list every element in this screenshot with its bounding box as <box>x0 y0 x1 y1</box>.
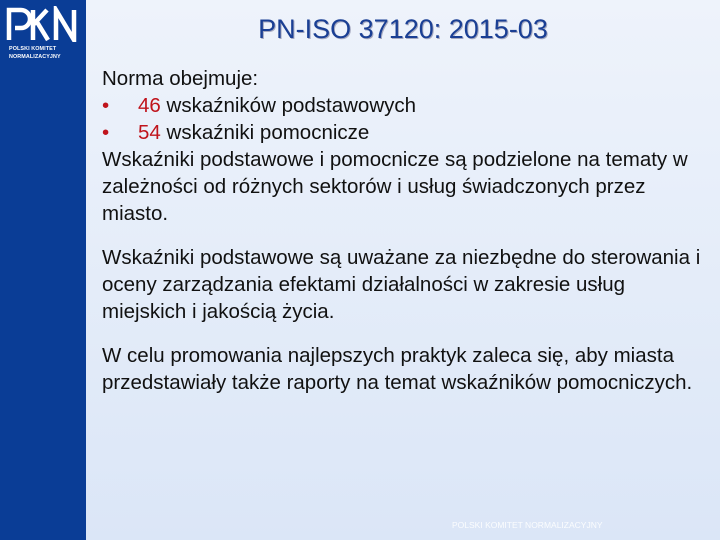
bullet-item-1 <box>102 92 712 119</box>
bullet-text: wskaźniki pomocnicze <box>160 121 370 144</box>
bullet-number: 46 <box>138 94 161 117</box>
paragraph-2: Wskaźniki podstawowe są uważane za niezbędne do sterowania i oceny zarządzania efektami działalności w zakresie usług miejskich i jakością życia. <box>102 246 701 323</box>
bullet-item-2 <box>102 119 712 146</box>
slide-body <box>102 65 712 396</box>
bullet-number: 54 <box>138 121 161 144</box>
pkn-logo-mark <box>6 6 82 42</box>
logo-text-line2: NORMALIZACYJNY <box>9 54 61 60</box>
logo-text-line1: POLSKI KOMITET <box>9 46 57 52</box>
bullet-marker: • <box>102 94 110 117</box>
intro-text: Norma obejmuje: <box>102 67 259 90</box>
footer-text: POLSKI KOMITET NORMALIZACYJNY <box>452 520 603 530</box>
spacer <box>102 227 712 244</box>
paragraph-3: W celu promowania najlepszych praktyk zaleca się, aby miasta przedstawiały także raporty na temat wskaźników pomocniczych. <box>102 344 693 394</box>
bullet-text: wskaźników podstawowych <box>160 94 417 117</box>
sidebar-band <box>0 0 86 540</box>
pkn-logo <box>6 6 82 70</box>
page-title: PN-ISO 37120: 2015-03 <box>258 14 548 44</box>
spacer <box>102 325 712 342</box>
bullet-marker: • <box>102 121 110 144</box>
paragraph-1: Wskaźniki podstawowe i pomocnicze są podzielone na tematy w zależności od różnych sektorów i usług świadczonych przez miasto. <box>102 148 688 225</box>
